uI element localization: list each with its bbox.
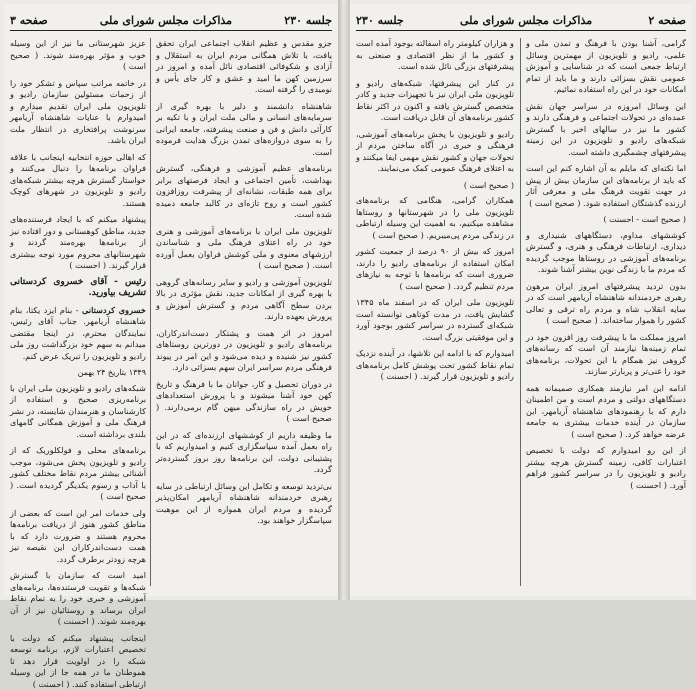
speaker-text: - بنام ایزد یکتا، بنام شاهنشاه آریامهر. جناب آقای رئیس، نمایندگان محترم، در اینجا مقتضی میدانم به سهم خود بزرگداشت روز ملی رادیو و تلویزیون را تبریک عرض کنم. [10,305,146,361]
paragraph: در کنار این پیشرفتها، شبکه‌های رادیو و تلویزیون ملی ایران نیز با تجهیزات جدید و کادر متخصص گسترش یافته و اکنون در اکثر نقاط کشور برنامه‌های آن قابل دریافت است. [356,78,514,124]
paragraph: کوششهای مداوم، دستگاههای شنیداری و دیداری، ارتباطات فرهنگی و هنری، و گسترش برنامه‌های آموزشی در روستاها موجب گردیده که مردم ما با زندگی نوین بیشتر آشنا شوند. [526,230,686,276]
left-session-label: جلسه ۲۳۰ [284,14,332,27]
paragraph: ولی خدمات امر این است که بعضی از مناطق کشور هنوز از دریافت برنامه‌ها محروم هستند و ضرورت دارد که با همت دست‌اندرکاران این نقیصه نیز هرچه زودتر برطرف گردد. [10,508,146,566]
speaker-line [10,277,146,300]
paragraph: و هزاران کیلومتر راه اسفالته بوجود آمده است و کشور ما از نظر اقتصادی و صنعتی به پیشرفتهای بزرگی نائل شده است. [356,38,514,73]
paragraph: برنامه‌های محلی و فولکلوریک که از رادیو و تلویزیون پخش می‌شود، موجب آشنائی بیشتر مردم نقاط مختلف کشور با آداب و رسوم یکدیگر گردیده است. ( صحیح است ) [10,445,146,503]
speaker-name: خسروی کردستانی [82,305,146,315]
paragraph: جزو مقدس و عظیم انقلاب اجتماعی ایران تحقق یافت، با تلاش همگانی مردم ایران به استقلال و آزادی و شکوفائی اقتصادی نائل آمده و امروز در سرزمین کهن ما امید و عشق و کار جای یأس و نومیدی را گرفته است. [156,38,332,96]
paragraph: اما نکته‌ای که مایلم به آن اشاره کنم این است که باید از برنامه‌های این سازمان بیش از پیش در جهت تقویت فرهنگ ملی و معرفی آثار ارزنده گذشتگان استفاده شود. ( صحیح است ) [526,163,686,209]
speaker-name: رئیس [125,277,146,287]
right-page-header [356,10,686,31]
book-gutter [338,0,350,600]
paragraph: امیدوارم که با ادامه این تلاشها، در آینده نزدیک تمام نقاط کشور تحت پوشش کامل برنامه‌های رادیو و تلویزیون قرار گیرند. ( احسنت ) [356,348,514,383]
right-page-right-column [526,38,686,590]
paragraph: از این رو امیدوارم که دولت با تخصیص اعتبارات کافی، زمینه گسترش هرچه بیشتر رادیو و تلویزیون را در سراسر کشور فراهم آورد. ( احسنت ) [526,445,686,491]
paragraph: گرامی، آشنا بودن با فرهنگ و تمدن ملی و علمی، رادیو و تلویزیون از مهمترین وسائل ارتباط جمعی است که در شناسایی و آموزش عمومی نقش بسزائی دارند و ما باید از تمام امکانات خود در این راه استفاده نمائیم. [526,38,686,96]
right-session-label: جلسه ۲۳۰ [356,14,404,27]
paragraph: امروز که بیش از ۹۰ درصد از جمعیت کشور امکان استفاده از برنامه‌های رادیو را دارند، ضروری است که برنامه‌ها با توجه به نیازهای مردم تنظیم گردد. ( صحیح است ) [356,246,514,292]
paragraph: برنامه‌های عظیم آموزشی و فرهنگی، گسترش بهداشت، تأمین اجتماعی و ایجاد فرصتهای برابر برای همه طبقات، نشانه‌ای از پیشرفت روزافزون کشور است و روح تازه‌ای در کالبد جامعه دمیده شده است. [156,163,332,221]
column-divider [520,38,521,586]
paragraph: تلویزیون آموزشی و رادیو و سایر رسانه‌های گروهی با بهره گیری از امکانات جدید، نقش مؤثری در بالا بردن سطح آگاهی مردم و گسترش آموزش و پرورش بعهده دارند. [156,277,332,323]
paragraph: پیشنهاد میکنم که با ایجاد فرستنده‌های جدید، مناطق کوهستانی و دور افتاده نیز از برنامه‌ها بهره‌مند گردند و شهرستانهای محروم مورد توجه بیشتری قرار گیرند. ( احسنت ) [10,214,146,272]
paragraph: تلویزیون ملی ایران با برنامه‌های آموزشی و هنری خود در راه اعتلای فرهنگ ملی و شناساندن ارزشهای معنوی و ملی کوشش فراوان بعمل آورده است. ( صحیح است ) [156,226,332,272]
paragraph: که اهالی حوزه انتخابیه اینجانب با علاقه فراوان برنامه‌ها را دنبال می‌کنند و خواستار گسترش هرچه بیشتر شبکه‌های رادیو و تلویزیون در شهرهای کوچک هستند. [10,152,146,210]
speaker-line [10,305,146,363]
paragraph: اینجانب پیشنهاد میکنم که دولت با تخصیص اعتبارات لازم، برنامه توسعه شبکه را در اولویت قرار دهد تا هموطنان ما در همه جا از این وسیله ارتباطی استفاده کنند. ( احسنت ) [10,633,146,690]
left-header-title: مذاکرات مجلس شورای ملی [100,14,232,27]
left-page-right-column [156,38,332,590]
right-header-title: مذاکرات مجلس شورای ملی [460,14,592,27]
paragraph: امروز مملکت ما با پیشرفت روز افزون خود در تمام زمینه‌ها نیازمند آن است که رسانه‌های گروهی نیز همگام با این تحولات، برنامه‌های خود را غنی‌تر و پربارتر سازند. [526,332,686,378]
paragraph: رادیو و تلویزیون با پخش برنامه‌های آموزشی، فرهنگی و خبری در آگاه ساختن مردم از تحولات جهان و کشور نقش مهمی ایفا میکنند و به اعتلای فرهنگ عمومی کمک می‌نمایند. [356,129,514,175]
applause-line: ( صحیح است - احسنت ) [526,214,686,226]
right-page-left-column [356,38,514,590]
paragraph: بی‌تردید توسعه و تکامل این وسائل ارتباطی در سایه رهبری خردمندانه شاهنشاه آریامهر امکان‌پذیر گردیده و مردم ایران همواره از این موهبت سپاسگزار خواهند بود. [156,481,332,527]
right-page-number: صفحه ۲ [648,14,686,27]
paragraph: این وسائل امروزه در سراسر جهان نقش عمده‌ای در تحولات اجتماعی و فرهنگی دارند و کشور ما نیز در سالهای اخیر با گسترش شبکه‌های رادیو و تلویزیون در این زمینه پیشرفتهای چشمگیری داشته است. [526,101,686,159]
paragraph: ما وظیفه داریم از کوششهای ارزنده‌ای که در این راه بعمل آمده سپاسگزاری کنیم و امیدواریم که با پشتیبانی دولت، این برنامه‌ها روز بروز گسترده‌تر گردد. [156,430,332,476]
paragraph: امروز در اثر همت و پشتکار دست‌اندرکاران، برنامه‌های رادیو و تلویزیون در دورترین روستاهای کشور نیز شنیده و دیده می‌شود و این امر در پیوند فرهنگی مردم سراسر ایران سهم بسزائی دارد. [156,328,332,374]
paragraph: شبکه‌های رادیو و تلویزیون ملی ایران با برنامه‌ریزی صحیح و استفاده از کارشناسان و هنرمندان شایسته، در نشر فرهنگ ملی و آموزش همگانی گامهای بلندی برداشته است. [10,383,146,441]
paragraph: در خاتمه مراتب سپاس و تشکر خود را از زحمات مسئولین سازمان رادیو و تلویزیون ملی ایران تقدیم میدارم و امیدوارم با عنایات شاهنشاه آریامهر سرنوشت پرافتخاری در انتظار ملت ایران باشد. [10,78,146,147]
paragraph: عزیز شهرستانی ما نیز از این وسیله خوب و مؤثر بهره‌مند شوند. ( صحیح است ) [10,38,146,73]
date-line: ۱۳۴۹ بتاریخ ۲۴ بهمن [10,367,146,379]
left-page [4,4,338,596]
paragraph: همکاران گرامی، هنگامی که برنامه‌های تلویزیون ملی را در شهرستانها و روستاها مشاهده میکنیم، به اهمیت این وسیله ارتباطی در زندگی مردم پی‌میبریم. ( صحیح است ) [356,195,514,241]
left-page-number: صفحه ۳ [10,14,48,27]
paragraph: شاهنشاه دانشمند و دلیر با بهره گیری از سرمایه‌های انسانی و مالی ملت ایران و با تکیه بر کارآئی دانش و فن و صنعت پیشرفته، جامعه ایرانی را به سوی دروازه‌های تمدن بزرگ هدایت فرموده است. [156,101,332,159]
paragraph: امید است که سازمان با گسترش شبکه‌ها و تقویت فرستنده‌ها، برنامه‌های آموزشی و خبری خود را به تمام نقاط ایران برساند و روستائیان نیز از آن بهره‌مند شوند. ( احسنت ) [10,570,146,628]
column-divider [150,38,151,586]
paragraph: بدون تردید پیشرفتهای امروز ایران مرهون رهبری خردمندانه شاهنشاه آریامهر است که در سایه انقلاب شاه و مردم راه ترقی و تعالی کشور را هموار ساخته‌اند. ( صحیح است ) [526,281,686,327]
right-page [350,4,692,596]
left-page-left-column [10,38,146,590]
paragraph: ادامه این امر نیازمند همکاری صمیمانه همه دستگاههای دولتی و مردم است و من اطمینان دارم که با رهنمودهای شاهنشاه آریامهر، این سازمان در آینده خدمات بیشتری به جامعه عرضه خواهد کرد. ( صحیح است ) [526,383,686,441]
paragraph: در دوران تحصیل و کار، جوانان ما با فرهنگ و تاریخ کهن خود آشنا میشوند و با پرورش استعدادهای خویش در راه سازندگی میهن گام برمی‌دارند. ( صحیح است ) [156,379,332,425]
speaker-text: - آقای خسروی کردستانی تشریف بیاورید. [10,277,146,299]
left-page-header [10,10,332,31]
applause-line: ( صحیح است ) [356,180,514,192]
paragraph: تلویزیون ملی ایران که در اسفند ماه ۱۳۴۵ گشایش یافت، در مدت کوتاهی توانسته است شبکه‌ای گسترده در سراسر کشور بوجود آورد و این موفقیتی بزرگ است. [356,297,514,343]
